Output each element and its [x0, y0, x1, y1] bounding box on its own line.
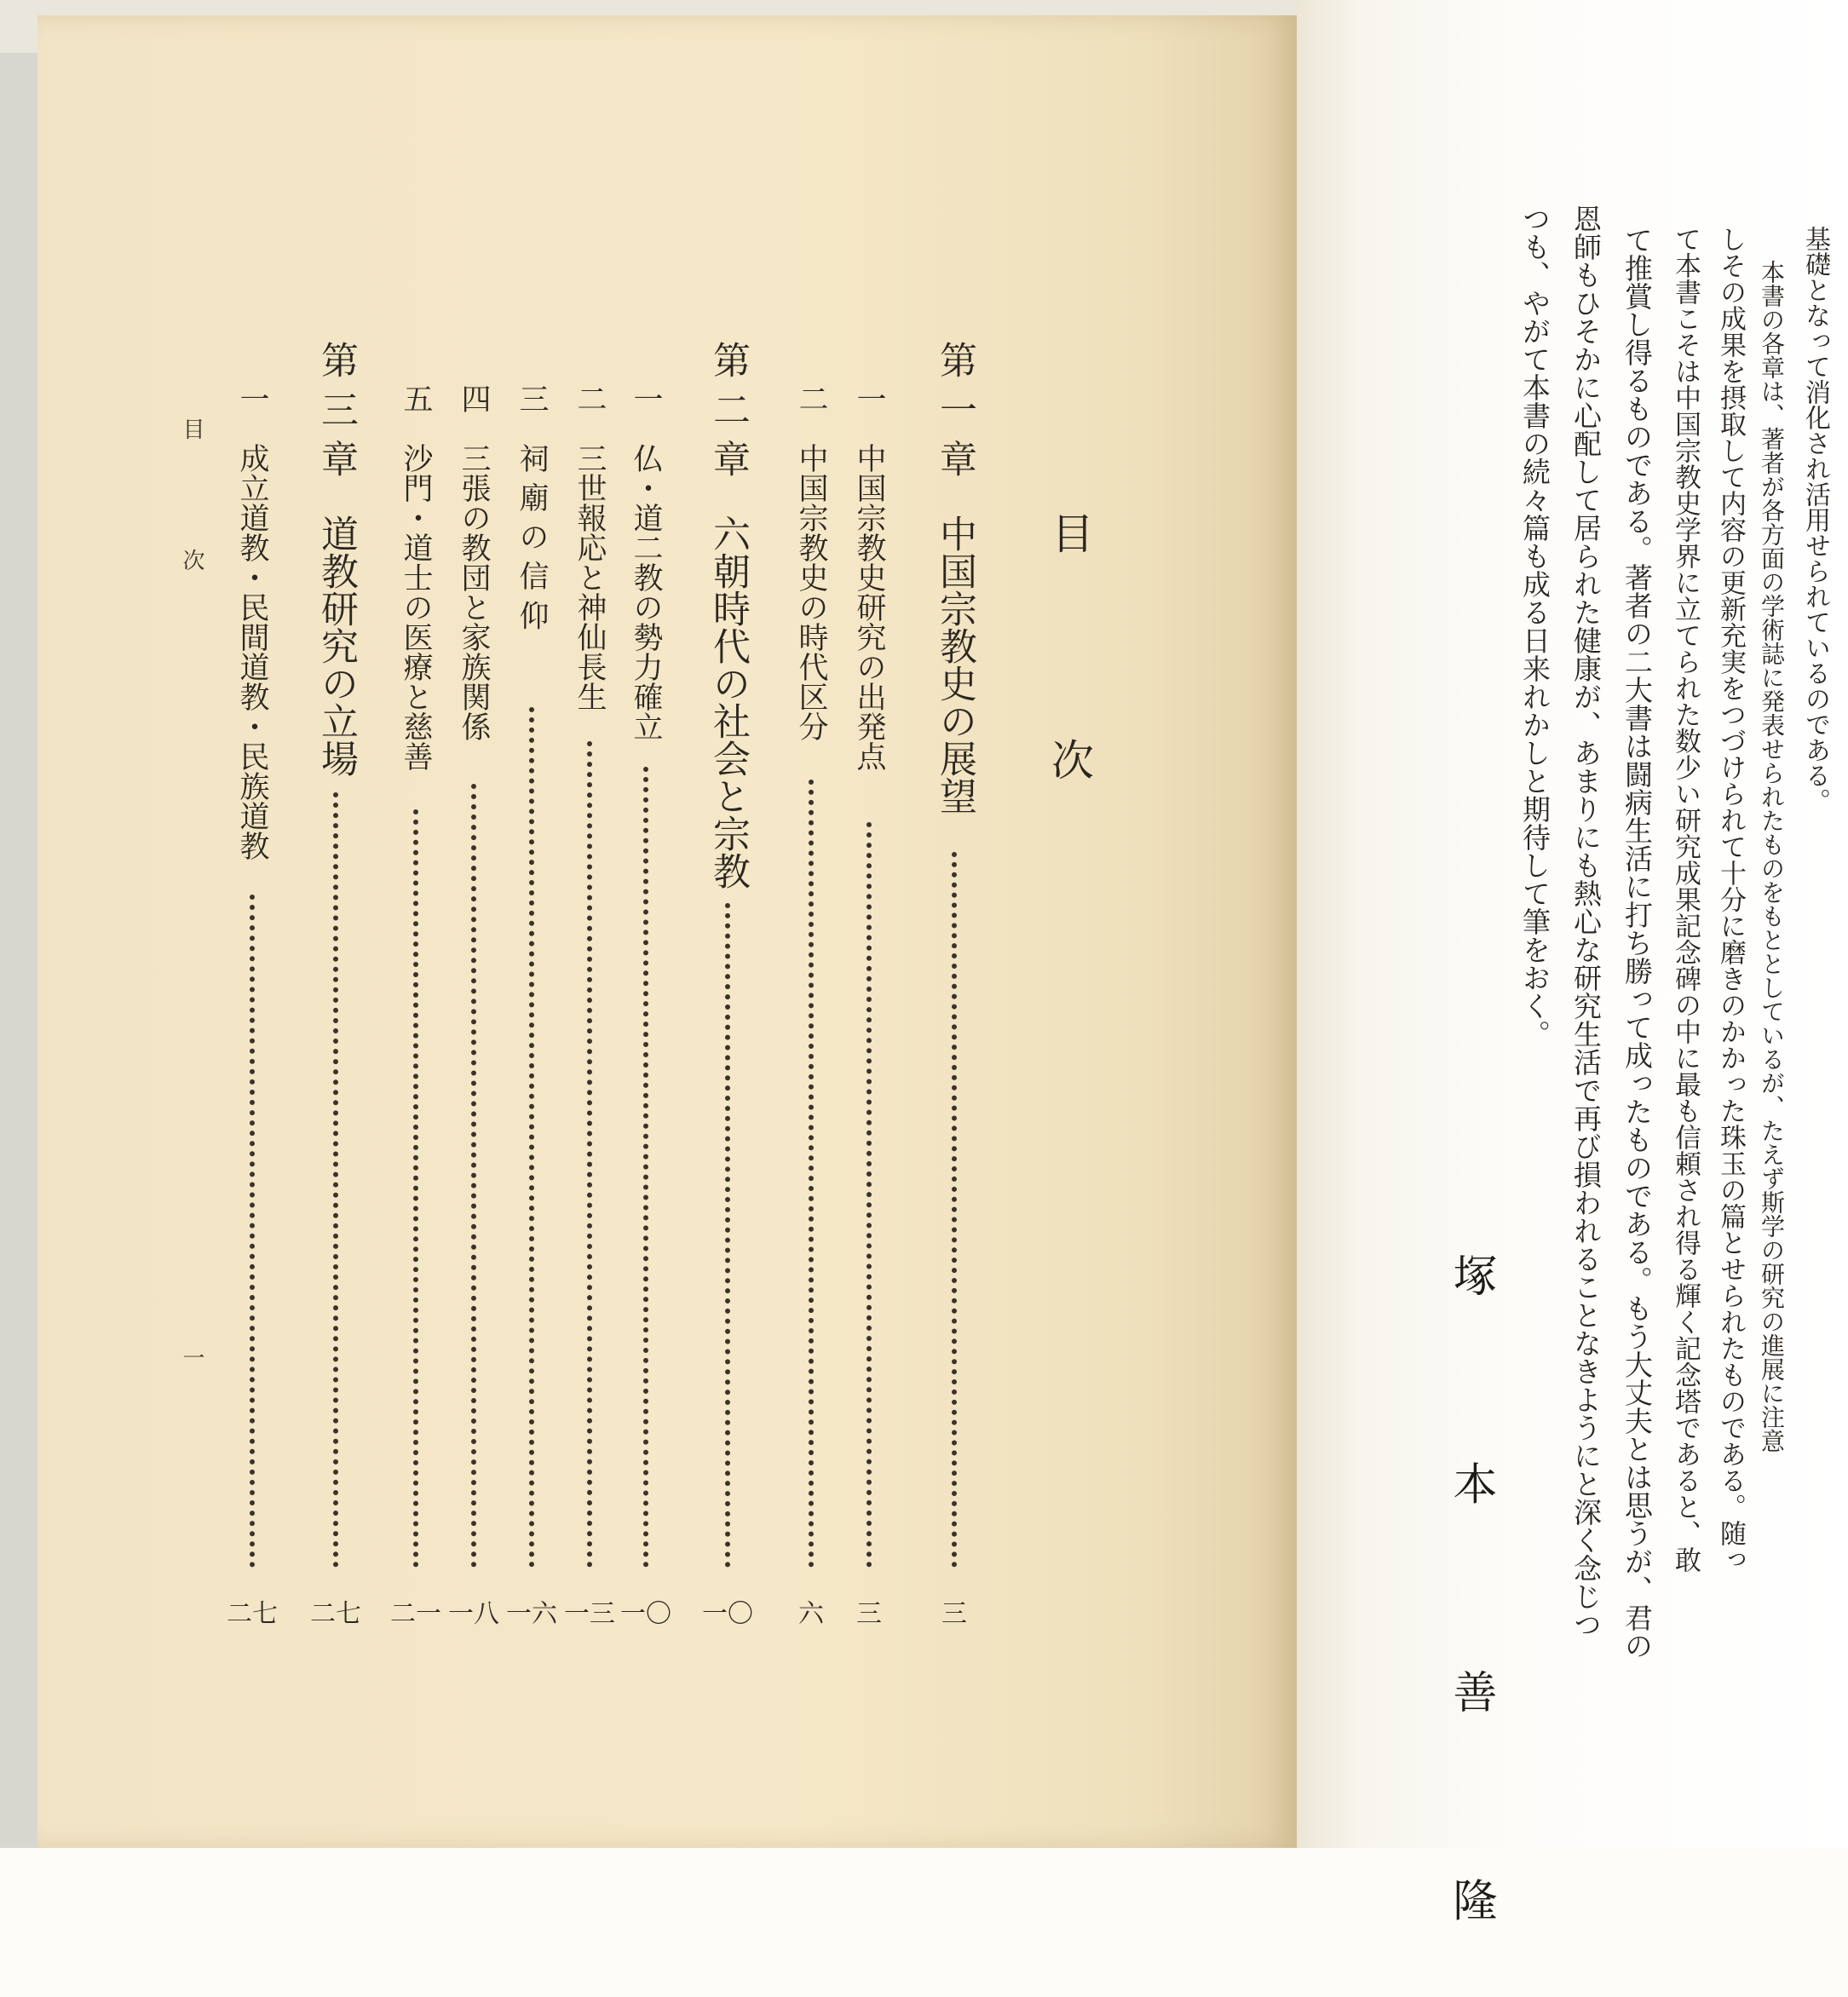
toc-page-number: 一〇: [620, 1599, 671, 1629]
toc-entry-section: 一 中国宗教史研究の出発点: [852, 383, 886, 771]
toc-entry-section: 一 成立道教・民間道教・民族道教: [235, 383, 269, 860]
running-head: 目 次: [179, 417, 204, 623]
toc-leader-dots: [250, 895, 255, 1568]
toc-leader-dots: [333, 792, 338, 1568]
toc-entry-section: 四 三張の教団と家族関係: [457, 383, 491, 741]
toc-page-number: 一三: [564, 1599, 615, 1629]
author-signature: 塚 本 善 隆: [1445, 1252, 1496, 1997]
toc-leader-dots: [413, 809, 418, 1568]
toc-leader-dots: [587, 741, 592, 1568]
toc-page-number: 一八: [448, 1599, 499, 1629]
toc-leader-dots: [809, 780, 814, 1568]
toc-page-number: 一〇: [702, 1599, 753, 1629]
toc-page-number: 六: [798, 1599, 824, 1629]
left-page-toc: [37, 15, 1297, 1848]
toc-page-number: 二一: [390, 1599, 441, 1629]
toc-title: 目 次: [1045, 511, 1094, 866]
toc-leader-dots: [643, 767, 648, 1568]
toc-page-number: 三: [856, 1599, 882, 1629]
preface-line: しその成果を摂取して内容の更新充実をつづけられて十分に磨きのかかった珠玉の篇とせられたものである。随っ: [1715, 226, 1746, 1573]
toc-page-number: 二七: [227, 1599, 278, 1629]
toc-entry-section: 一 仏・道二教の勢力確立: [629, 383, 663, 741]
toc-leader-dots: [952, 852, 957, 1568]
toc-leader-dots: [529, 707, 534, 1568]
toc-page-number: 一六: [506, 1599, 557, 1629]
toc-entry-section: 五 沙門・道士の医療と慈善: [399, 383, 433, 771]
toc-page-number: 二七: [310, 1599, 361, 1629]
toc-entry-chapter-3: 第 三 章 道教研究の立場: [314, 341, 358, 777]
toc-leader-dots: [866, 822, 872, 1568]
preface-line: て本書こそは中国宗教史学界に立てられた数少い研究成果記念碑の中に最も信頼され得る輝く記念塔であると、敢: [1670, 226, 1701, 1573]
toc-page-number: 三: [941, 1599, 967, 1629]
toc-entry-section: 二 中国宗教史の時代区分: [794, 383, 828, 741]
toc-entry-chapter-2: 第 二 章 六朝時代の社会と宗教: [706, 341, 750, 889]
toc-entry-chapter-1: 第 一 章 中国宗教史の展望: [933, 341, 976, 814]
preface-line: 恩師もひそかに心配して居られた健康が、あまりにも熱心な研究生活で再び損われることなきようにと深く念じつ: [1569, 204, 1603, 1638]
toc-leader-dots: [471, 784, 476, 1568]
book-cover-edge: [0, 53, 41, 1848]
toc-entry-section: 二 三世報応と神仙長生: [573, 383, 607, 711]
preface-line: て推賞し得るものである。著者の二大書は闘病生活に打ち勝って成ったものである。もう大丈夫とは思うが、君の: [1621, 226, 1654, 1660]
preface-line: つも、やがて本書の続々篇も成る日来れかしと期待して筆をおく。: [1518, 204, 1552, 1048]
toc-leader-dots: [725, 903, 730, 1568]
toc-entry-section: 三 祠 廟 の 信 仰: [515, 383, 549, 630]
page-folio: 一: [179, 1346, 204, 1368]
preface-line: 基礎となって消化され活用せられているのである。: [1800, 226, 1830, 814]
preface-line: 本書の各章は、著者が各方面の学術誌に発表せられたものをもととしているが、たえず斯学の研究の進展に注意: [1758, 260, 1786, 1453]
